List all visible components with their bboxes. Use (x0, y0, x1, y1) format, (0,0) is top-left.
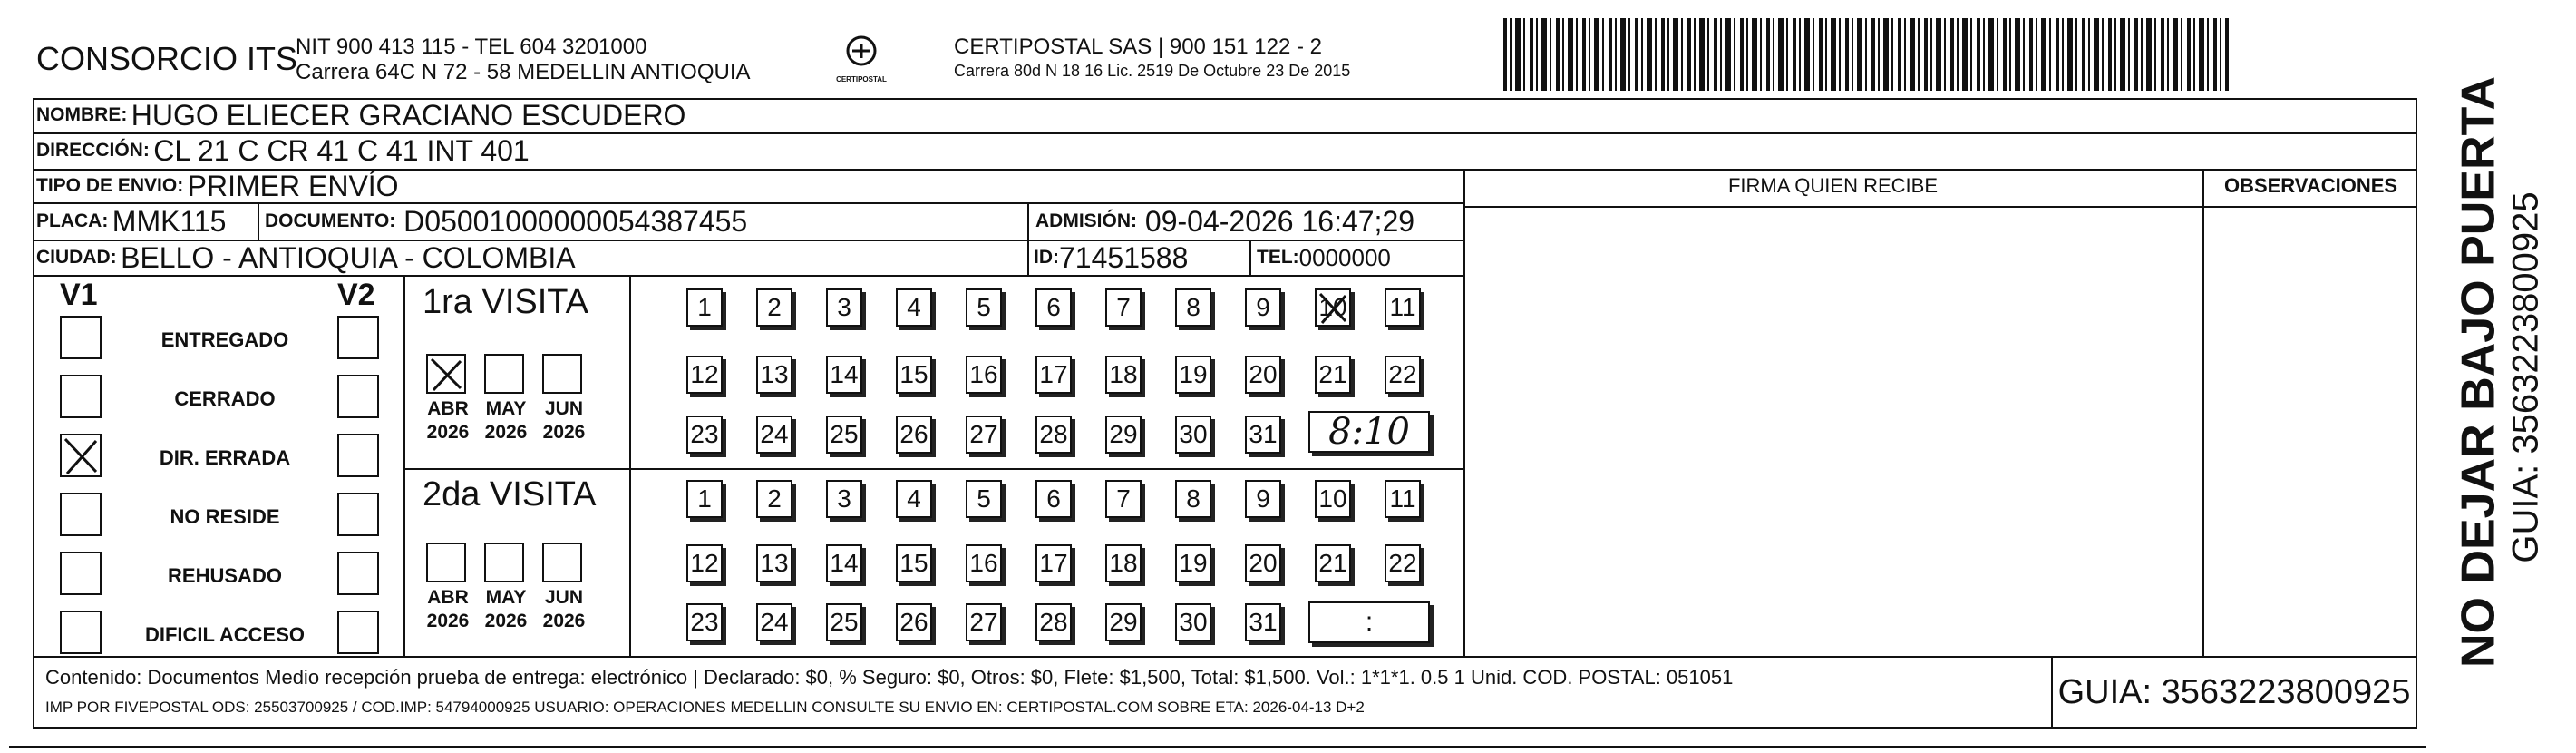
company-name: CONSORCIO ITS (36, 40, 298, 77)
plate-label: PLACA: (36, 210, 109, 231)
first-visit-day-19[interactable] (1175, 356, 1211, 394)
second-visit-day-9[interactable] (1245, 480, 1281, 518)
status-label: DIR. ERRADA (159, 446, 291, 469)
month-name: MAY (485, 587, 527, 608)
company-nit: NIT 900 413 115 - TEL 604 3201000 (296, 34, 647, 59)
second-visit-month-checkbox[interactable] (484, 543, 524, 582)
footer-guide-number: GUIA: 3563223800925 (2057, 673, 2411, 711)
first-visit-month-checkbox[interactable] (542, 354, 582, 394)
city-row (36, 240, 576, 275)
day-number: 13 (760, 360, 789, 388)
second-visit-day-11[interactable] (1385, 480, 1421, 518)
day-number: 10 (1318, 484, 1347, 513)
first-visit-day-22[interactable] (1385, 356, 1421, 394)
send-type-label: TIPO DE ENVIO: (36, 175, 184, 196)
first-visit-day-9[interactable] (1245, 288, 1281, 327)
no-leave-under-door: NO DEJAR BAJO PUERTA (2452, 75, 2505, 668)
first-visit-day-24[interactable] (756, 416, 792, 454)
day-number: 1 (697, 484, 712, 513)
day-number: 2 (767, 484, 782, 513)
month-year: 2026 (542, 611, 586, 631)
month-year: 2026 (484, 422, 528, 443)
day-number: 14 (830, 549, 859, 577)
v2-header: V2 (337, 278, 375, 312)
v2-checkbox[interactable] (337, 611, 379, 654)
document-field (265, 204, 747, 239)
second-visit-day-17[interactable] (1035, 544, 1072, 582)
v2-checkbox[interactable] (337, 552, 379, 595)
first-visit-time-box (1308, 411, 1430, 453)
first-visit-day-6[interactable] (1035, 288, 1072, 327)
v2-checkbox[interactable] (337, 375, 379, 418)
day-number: 12 (690, 360, 719, 388)
second-visit-title: 2da VISITA (423, 475, 597, 513)
footer-content-line: Contenido: Documentos Medio recepción prueba de entrega: electrónico | Declarado: $0, % Seguro: $0, Otros: $0, Flete: $1,500, Total: $1,500. Vol.: 1*1*1. 0.5 1 Unid. COD. POSTAL: 051051 (45, 666, 1734, 689)
second-visit-day-21[interactable] (1315, 544, 1351, 582)
carrier-logo-icon (834, 34, 889, 71)
recipient-name: HUGO ELIECER GRACIANO ESCUDERO (131, 98, 686, 132)
second-visit-day-16[interactable] (966, 544, 1002, 582)
day-number: 21 (1318, 360, 1347, 388)
second-visit-day-15[interactable] (896, 544, 932, 582)
day-number: 25 (830, 608, 859, 636)
day-number: 29 (1109, 420, 1138, 448)
second-visit-day-2[interactable] (756, 480, 792, 518)
second-visit-day-1[interactable] (686, 480, 723, 518)
day-number: 7 (1116, 293, 1131, 321)
first-visit-day-2[interactable] (756, 288, 792, 327)
second-visit-day-14[interactable] (826, 544, 862, 582)
address-row (36, 133, 530, 168)
day-number: 26 (899, 608, 928, 636)
day-number: 11 (1389, 484, 1416, 513)
name-row (36, 98, 685, 132)
day-number: 20 (1249, 549, 1278, 577)
day-number: 29 (1109, 608, 1138, 636)
month-year: 2026 (542, 422, 586, 443)
second-visit-day-10[interactable] (1315, 480, 1351, 518)
first-visit-day-27[interactable] (966, 416, 1002, 454)
day-number: 31 (1249, 420, 1278, 448)
first-visit-time: 8:10 (1328, 411, 1410, 453)
first-visit-day-13[interactable] (756, 356, 792, 394)
status-label: ENTREGADO (160, 328, 289, 351)
second-visit-day-7[interactable] (1105, 480, 1142, 518)
first-visit-day-30[interactable] (1175, 416, 1211, 454)
admission: 09-04-2026 16:47;29 (1144, 204, 1415, 238)
day-number: 7 (1116, 484, 1131, 513)
month-name: ABR (427, 398, 469, 419)
first-visit-day-10[interactable] (1315, 288, 1351, 327)
second-visit-day-29[interactable] (1105, 603, 1142, 641)
day-number: 13 (760, 549, 789, 577)
second-visit-day-3[interactable] (826, 480, 862, 518)
day-number: 20 (1249, 360, 1278, 388)
month-name: MAY (485, 398, 527, 419)
day-number: 22 (1388, 549, 1417, 577)
address-label: DIRECCIÓN: (36, 140, 150, 161)
day-number: 16 (969, 549, 998, 577)
admission-label: ADMISIÓN: (1035, 210, 1137, 231)
second-visit-day-5[interactable] (966, 480, 1002, 518)
status-label: DIFICIL ACCESO (144, 623, 305, 646)
first-visit-day-7[interactable] (1105, 288, 1142, 327)
plate-row (36, 204, 226, 239)
city-label: CIUDAD: (36, 247, 117, 268)
day-number: 18 (1109, 360, 1138, 388)
day-number: 2 (767, 293, 782, 321)
day-number: 8 (1186, 293, 1201, 321)
day-number: 9 (1256, 293, 1270, 321)
company-address: Carrera 64C N 72 - 58 MEDELLIN ANTIOQUIA (296, 60, 751, 84)
month-label (421, 397, 475, 445)
day-number: 27 (969, 608, 998, 636)
second-visit-day-6[interactable] (1035, 480, 1072, 518)
name-label: NOMBRE: (36, 104, 128, 125)
day-number: 6 (1046, 293, 1061, 321)
day-number: 11 (1389, 293, 1416, 321)
first-visit-month-checkbox[interactable] (484, 354, 524, 394)
day-number: 8 (1186, 484, 1201, 513)
day-number: 30 (1179, 608, 1208, 636)
second-visit-day-24[interactable] (756, 603, 792, 641)
first-visit-day-18[interactable] (1105, 356, 1142, 394)
v1-checkbox[interactable] (60, 552, 102, 595)
second-visit-month-checkbox[interactable] (426, 543, 466, 582)
first-visit-day-17[interactable] (1035, 356, 1072, 394)
day-number: 24 (760, 420, 789, 448)
first-visit-day-25[interactable] (826, 416, 862, 454)
day-number: 9 (1256, 484, 1270, 513)
day-number: 31 (1249, 608, 1278, 636)
first-visit-day-3[interactable] (826, 288, 862, 327)
first-visit-day-21[interactable] (1315, 356, 1351, 394)
barcode (1503, 18, 2229, 91)
status-label: NO RESIDE (170, 505, 280, 528)
first-visit-day-31[interactable] (1245, 416, 1281, 454)
hand-x-mark-icon (1317, 290, 1351, 327)
second-visit-month-checkbox[interactable] (542, 543, 582, 582)
day-number: 19 (1179, 549, 1208, 577)
month-label (479, 397, 533, 445)
day-number: 15 (899, 549, 928, 577)
second-visit-day-26[interactable] (896, 603, 932, 641)
day-number: 24 (760, 608, 789, 636)
v1-checkbox[interactable] (60, 434, 102, 477)
second-visit-time-box (1308, 601, 1430, 643)
day-number: 12 (690, 549, 719, 577)
observations-label: OBSERVACIONES (2223, 174, 2398, 197)
second-visit-day-23[interactable] (686, 603, 723, 641)
second-visit-day-4[interactable] (896, 480, 932, 518)
id-field (1034, 240, 1188, 275)
id-value: 71451588 (1059, 240, 1189, 274)
document: D05001000000054387455 (403, 204, 748, 238)
second-visit-day-27[interactable] (966, 603, 1002, 641)
carrier-line1: CERTIPOSTAL SAS | 900 151 122 - 2 (954, 34, 1322, 59)
day-number: 19 (1179, 360, 1208, 388)
receiver-signature-label: FIRMA QUIEN RECIBE (1727, 174, 1939, 197)
side-text (2417, 75, 2576, 668)
second-visit-day-12[interactable] (686, 544, 723, 582)
first-visit-day-23[interactable] (686, 416, 723, 454)
first-visit-day-11[interactable] (1385, 288, 1421, 327)
id-label: ID: (1034, 247, 1059, 268)
day-number: 3 (837, 484, 851, 513)
day-number: 3 (837, 293, 851, 321)
day-number: 4 (907, 484, 921, 513)
first-visit-day-28[interactable] (1035, 416, 1072, 454)
month-year: 2026 (426, 422, 470, 443)
first-visit-day-14[interactable] (826, 356, 862, 394)
footer-print-line: IMP POR FIVEPOSTAL ODS: 25503700925 / COD.IMP: 54794000925 USUARIO: OPERACIONES MEDELLIN CONSULTE SU ENVIO EN: CERTIPOSTAL.COM SOBRE ETA: 2026-04-13 D+2 (45, 699, 1365, 716)
status-label: REHUSADO (168, 564, 282, 587)
document-label: DOCUMENTO: (265, 210, 396, 231)
first-visit-day-15[interactable] (896, 356, 932, 394)
first-visit-day-26[interactable] (896, 416, 932, 454)
city: BELLO - ANTIOQUIA - COLOMBIA (121, 240, 576, 274)
first-visit-month-checkbox[interactable] (426, 354, 466, 394)
day-number: 5 (977, 293, 991, 321)
month-name: JUN (544, 398, 583, 419)
recipient-address: CL 21 C CR 41 C 41 INT 401 (153, 133, 530, 167)
v1-checkbox[interactable] (60, 493, 102, 536)
tel-field (1257, 240, 1391, 275)
month-name: JUN (544, 587, 583, 608)
hand-x-mark-icon (62, 435, 102, 477)
tel-label: TEL: (1257, 247, 1299, 268)
second-visit-day-13[interactable] (756, 544, 792, 582)
first-visit-day-5[interactable] (966, 288, 1002, 327)
day-number: 21 (1318, 549, 1347, 577)
first-visit-day-16[interactable] (966, 356, 1002, 394)
v2-checkbox[interactable] (337, 316, 379, 359)
month-label (421, 586, 475, 633)
day-number: 28 (1039, 420, 1068, 448)
carrier-logo-text: CERTIPOSTAL (836, 75, 887, 83)
day-number: 22 (1388, 360, 1417, 388)
first-visit-day-20[interactable] (1245, 356, 1281, 394)
second-visit-day-8[interactable] (1175, 480, 1211, 518)
second-visit-time: : (1365, 607, 1374, 637)
day-number: 5 (977, 484, 991, 513)
second-visit-day-19[interactable] (1175, 544, 1211, 582)
first-visit-day-12[interactable] (686, 356, 723, 394)
v2-checkbox[interactable] (337, 434, 379, 477)
second-visit-day-22[interactable] (1385, 544, 1421, 582)
month-label (479, 586, 533, 633)
day-number: 1 (697, 293, 712, 321)
v2-checkbox[interactable] (337, 493, 379, 536)
carrier-line2: Carrera 80d N 18 16 Lic. 2519 De Octubre 23 De 2015 (954, 62, 1351, 80)
status-label: CERRADO (174, 387, 276, 410)
plate: MMK115 (112, 204, 227, 238)
v1-checkbox[interactable] (60, 316, 102, 359)
second-visit-day-25[interactable] (826, 603, 862, 641)
send-type: PRIMER ENVÍO (187, 169, 399, 202)
send-type-row (36, 169, 399, 203)
day-number: 26 (899, 420, 928, 448)
month-label (537, 586, 591, 633)
day-number: 14 (830, 360, 859, 388)
month-label (537, 397, 591, 445)
day-number: 18 (1109, 549, 1138, 577)
day-number: 10 (1318, 293, 1347, 321)
hand-x-mark-icon (428, 356, 466, 394)
first-visit-day-4[interactable] (896, 288, 932, 327)
side-guide-number: GUIA: 3563223800925 (2505, 191, 2546, 563)
carrier-logo (834, 34, 889, 85)
month-year: 2026 (484, 611, 528, 631)
day-number: 25 (830, 420, 859, 448)
day-number: 15 (899, 360, 928, 388)
v1-header: V1 (60, 278, 98, 312)
day-number: 23 (690, 608, 719, 636)
day-number: 4 (907, 293, 921, 321)
v1-checkbox[interactable] (60, 611, 102, 654)
day-number: 17 (1039, 549, 1068, 577)
day-number: 17 (1039, 360, 1068, 388)
day-number: 30 (1179, 420, 1208, 448)
admission-field (1035, 204, 1414, 239)
first-visit-day-29[interactable] (1105, 416, 1142, 454)
day-number: 27 (969, 420, 998, 448)
second-visit-day-28[interactable] (1035, 603, 1072, 641)
first-visit-day-8[interactable] (1175, 288, 1211, 327)
month-year: 2026 (426, 611, 470, 631)
day-number: 16 (969, 360, 998, 388)
first-visit-day-1[interactable] (686, 288, 723, 327)
v1-checkbox[interactable] (60, 375, 102, 418)
day-number: 28 (1039, 608, 1068, 636)
day-number: 23 (690, 420, 719, 448)
second-visit-day-18[interactable] (1105, 544, 1142, 582)
second-visit-day-31[interactable] (1245, 603, 1281, 641)
first-visit-title: 1ra VISITA (423, 283, 589, 321)
tel-value: 0000000 (1298, 243, 1391, 271)
second-visit-day-20[interactable] (1245, 544, 1281, 582)
second-visit-day-30[interactable] (1175, 603, 1211, 641)
month-name: ABR (427, 587, 469, 608)
day-number: 6 (1046, 484, 1061, 513)
